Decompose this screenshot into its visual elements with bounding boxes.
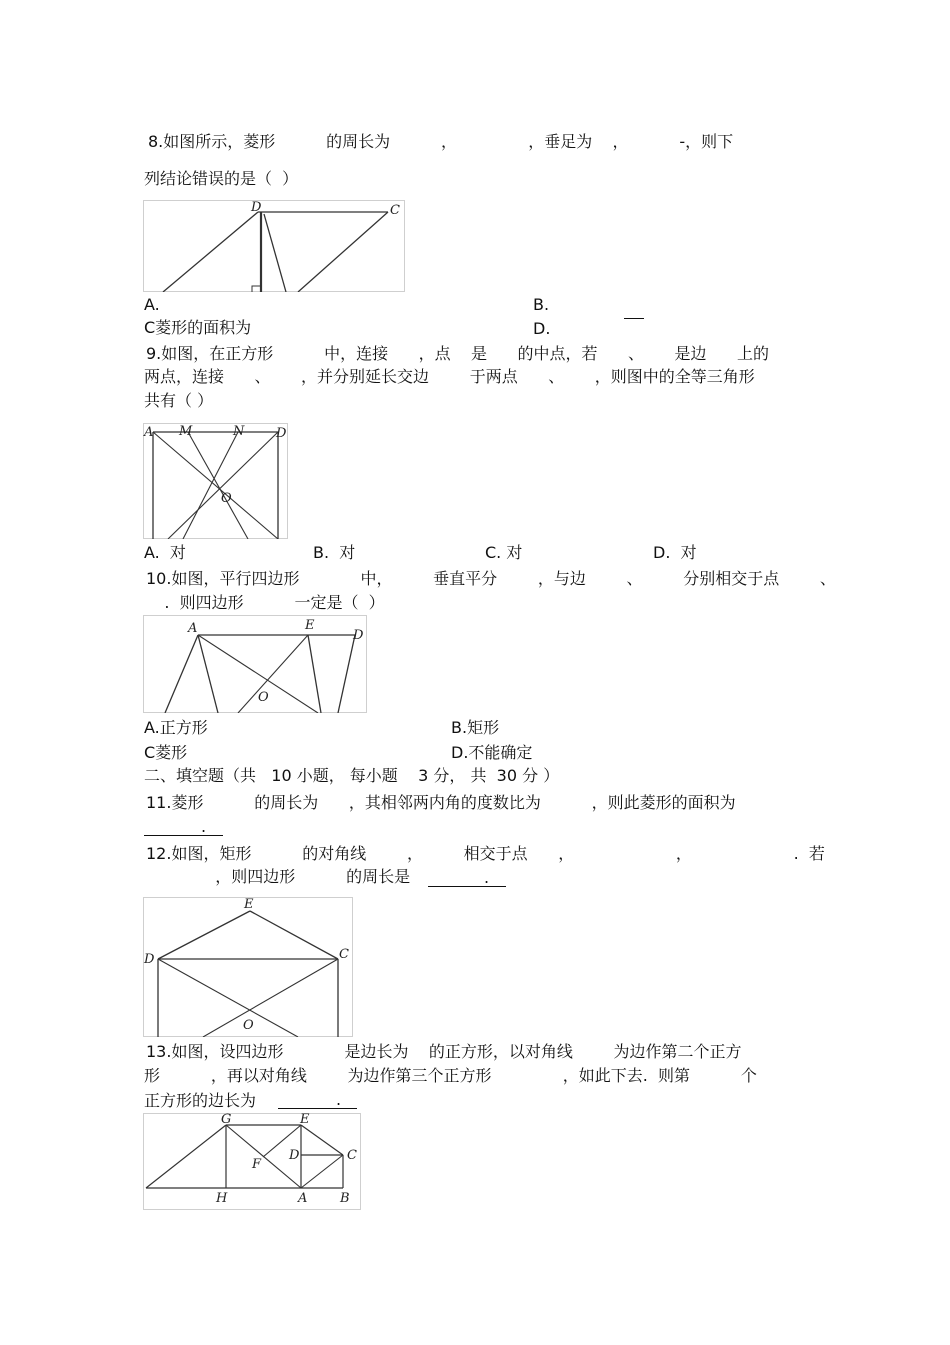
q12-stem-line1: 12.如图，矩形 的对角线 ， 相交于点 ， ， . 若 [146, 844, 825, 863]
q12-figure [143, 897, 353, 1037]
q11-stem-line1: 11.菱形 的周长为 ，其相邻两内角的度数比为 ，则此菱形的面积为 [146, 793, 736, 812]
q8-option-a: A. [144, 295, 160, 314]
q11-blank-period: . [201, 817, 207, 836]
q10-option-a: A.正方形 [144, 718, 208, 737]
q12-label-o: O [243, 1018, 254, 1033]
q13-label-e: E [300, 1113, 310, 1127]
q8-option-c: C菱形的面积为 [144, 318, 252, 337]
q8-option-b: B. [533, 295, 550, 314]
q10-label-a: A [188, 621, 198, 636]
q9-option-d: D. 对 [653, 543, 697, 562]
q9-figure [143, 423, 288, 539]
q9-option-c: C. 对 [485, 543, 523, 562]
section2-heading: 二、填空题（共 10 小题， 每小题 3 分， 共 30 分 ） [144, 766, 560, 785]
q13-label-h: H [216, 1191, 228, 1206]
q10-option-c: C菱形 [144, 743, 188, 762]
q13-label-g: G [221, 1113, 232, 1127]
q12-blank-period: . [484, 868, 490, 887]
q12-label-e: E [244, 897, 254, 912]
q10-option-b: B.矩形 [451, 718, 500, 737]
q13-stem-line2: 形 ，再以对角线 为边作第三个正方形 ，如此下去. 则第 个 [144, 1066, 757, 1085]
q10-option-d: D.不能确定 [451, 743, 533, 762]
q8-figure [143, 200, 405, 292]
q8-label-c: C [390, 203, 400, 218]
q10-label-d: D [353, 628, 364, 643]
q12-answer-blank [428, 886, 506, 887]
q9-label-o: O [221, 491, 232, 506]
q13-blank-period: . [336, 1090, 342, 1109]
q10-label-e: E [305, 618, 315, 633]
q13-label-a: A [298, 1191, 308, 1206]
q8-label-d: D [251, 200, 262, 215]
q9-option-b: B. 对 [313, 543, 356, 562]
q10-label-o: O [258, 690, 269, 705]
q13-stem-line3: 正方形的边长为 [144, 1091, 257, 1110]
q9-stem-line3: 共有（ ） [144, 391, 214, 410]
q12-label-d: D [144, 952, 155, 967]
q13-label-d: D [289, 1148, 300, 1163]
q13-label-f: F [252, 1157, 262, 1172]
q13-stem-line1: 13.如图，设四边形 是边长为 的正方形，以对角线 为边作第二个正方 [146, 1042, 742, 1061]
q13-answer-blank [278, 1108, 357, 1109]
q10-figure [143, 615, 367, 713]
q9-option-a: A. 对 [144, 543, 186, 562]
q8-option-d: D. [533, 319, 551, 338]
q9-stem-line2: 两点，连接 、 ，并分别延长交边 于两点 、 ，则图中的全等三角形 [144, 367, 755, 386]
q8-stem-line1: 8.如图所示，菱形 的周长为 ， ，垂足为 ， -，则下 [148, 132, 734, 151]
q11-answer-blank [144, 835, 223, 836]
q12-label-c: C [339, 947, 349, 962]
q9-stem-line1: 9.如图，在正方形 中，连接 ，点 是 的中点，若 、 是边 上的 [146, 344, 770, 363]
q8-stem-line2: 列结论错误的是（ ） [144, 169, 299, 188]
q9-label-n: N [233, 424, 245, 439]
q9-label-a: A [144, 425, 154, 440]
q13-label-b: B [340, 1191, 350, 1206]
q13-label-c: C [347, 1148, 357, 1163]
q9-label-d: D [276, 426, 287, 441]
q10-stem-line1: 10.如图，平行四边形 中， 垂直平分 ，与边 、 分别相交于点 、 [146, 569, 836, 588]
q12-stem-line2: ，则四边形 的周长是 [144, 867, 411, 886]
q13-figure [143, 1113, 361, 1210]
q10-stem-line2: . 则四边形 一定是（ ） [144, 593, 385, 612]
q9-label-m: M [179, 424, 193, 439]
q8-option-b-fraction-bar [624, 318, 644, 319]
